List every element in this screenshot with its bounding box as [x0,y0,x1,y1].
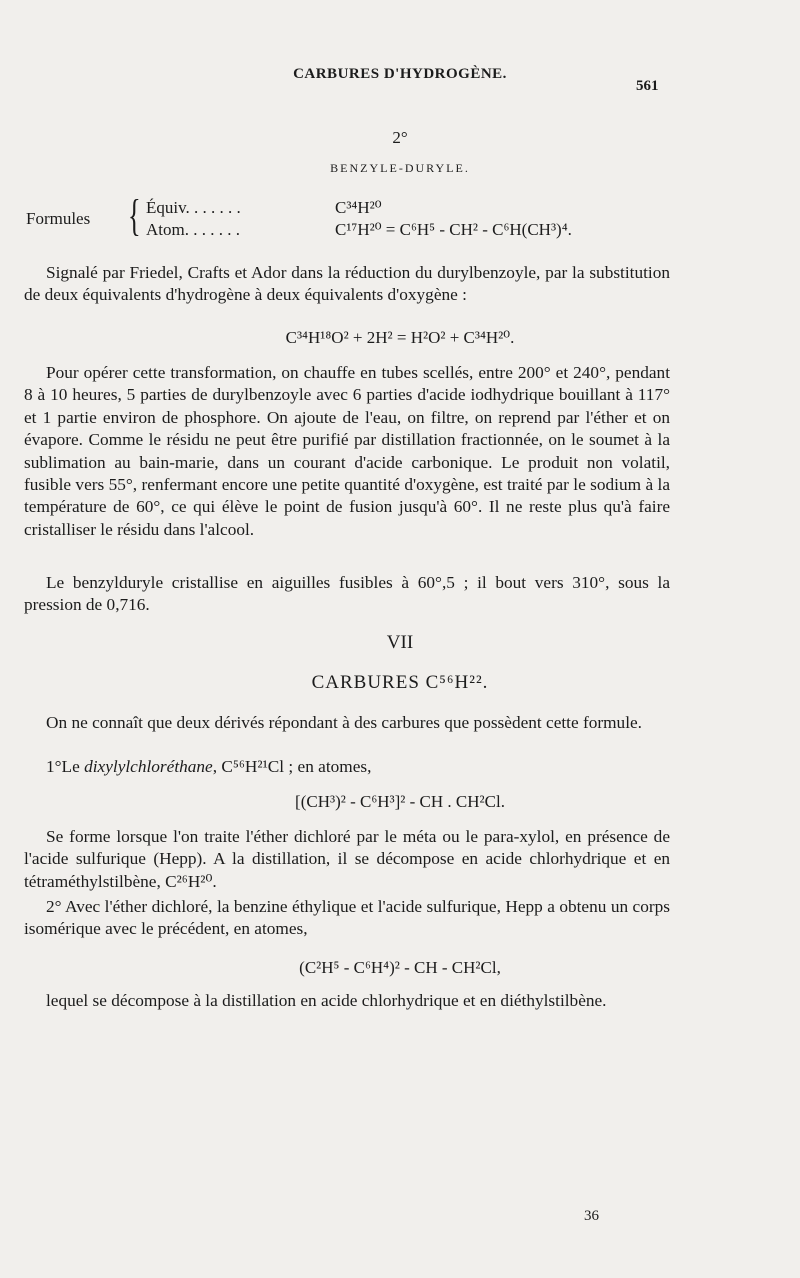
running-header: CARBURES D'HYDROGÈNE. [293,66,507,82]
atom-value: C¹⁷H²⁰ = C⁶H⁵ - CH² - C⁶H(CH³)⁴. [335,220,572,239]
section-number: 2° [392,128,408,147]
compound-name: dixylylchloréthane [84,757,213,776]
paragraph-7: 2° Avec l'éther dichloré, la benzine éthylique et l'acide sulfurique, Hepp a obtenu un corps isomérique avec le précédent, en atomes, [24,897,670,939]
paragraph-2: Pour opérer cette transformation, on chauffe en tubes scellés, entre 200° et 240°, pendant 8 à 10 heures, 5 parties de durylbenzoyle avec 6 parties d'acide iodhydrique bouillant à 117° et 1 partie environ de phosphore. On ajoute de l'eau, on filtre, on reprend par l'éther et on évapore. Comme le résidu ne peut être purifié par distillation fractionnée, on le soumet à la sublimation au bain-marie, dans un courant d'acide carbonique. Le produit non volatil, fusible vers 55°, renfermant encore une petite quantité d'oxygène, est traité par le sodium à la température de 60°, ce qui élève le point de fusion jusqu'à 60°. Il ne reste plus qu'à faire cristalliser le résidu dans l'alcool. [24,363,670,539]
formules-label: Formules [26,209,91,228]
page-number: 561 [636,78,659,94]
paragraph-6: Se forme lorsque l'on traite l'éther dichloré par le méta ou le para-xylol, en présence de l'acide sulfurique (Hepp). A la distillation, il se décompose en acide chlorhydrique et en tétraméthylstilbène, C²⁶H²⁰. [24,827,670,891]
paragraph-5 [24,756,670,778]
p5-suffix: , C⁵⁶H²¹Cl ; en atomes, [212,757,372,776]
equation-1: C³⁴H¹⁸O² + 2H² = H²O² + C³⁴H²⁰. [285,328,515,347]
section-title: BENZYLE-DURYLE. [330,161,470,175]
section-7-title: CARBURES C⁵⁶H²². [311,672,489,693]
equation-2: [(CH³)² - C⁶H³]² - CH . CH²Cl. [295,792,505,811]
p5-prefix: 1°Le [46,757,85,776]
paragraph-3: Le benzyldurylе cristallise en aiguilles fusibles à 60°,5 ; il bout vers 310°, sous la pression de 0,716. [24,573,670,615]
equiv-value: C³⁴H²⁰ [335,198,382,217]
brace-icon: { [128,191,141,240]
paragraph-4: On ne connaît que deux dérivés répondant à des carbures que possèdent cette formule. [46,713,642,732]
paragraph-1: Signalé par Friedel, Crafts et Ador dans la réduction du durylbenzoyle, par la substitution de deux équivalents d'hydrogène à deux équivalents d'oxygène : [24,263,670,305]
section-7-number: VII [386,632,414,653]
signature-mark: 36 [584,1208,599,1224]
paragraph-8: lequel se décompose à la distillation en acide chlorhydrique et en diéthylstilbène. [46,991,607,1010]
equiv-label: Équiv. . . . . . . [146,198,241,217]
equation-3: (C²H⁵ - C⁶H⁴)² - CH - CH²Cl, [299,958,501,977]
atom-label: Atom. . . . . . . [146,220,240,239]
